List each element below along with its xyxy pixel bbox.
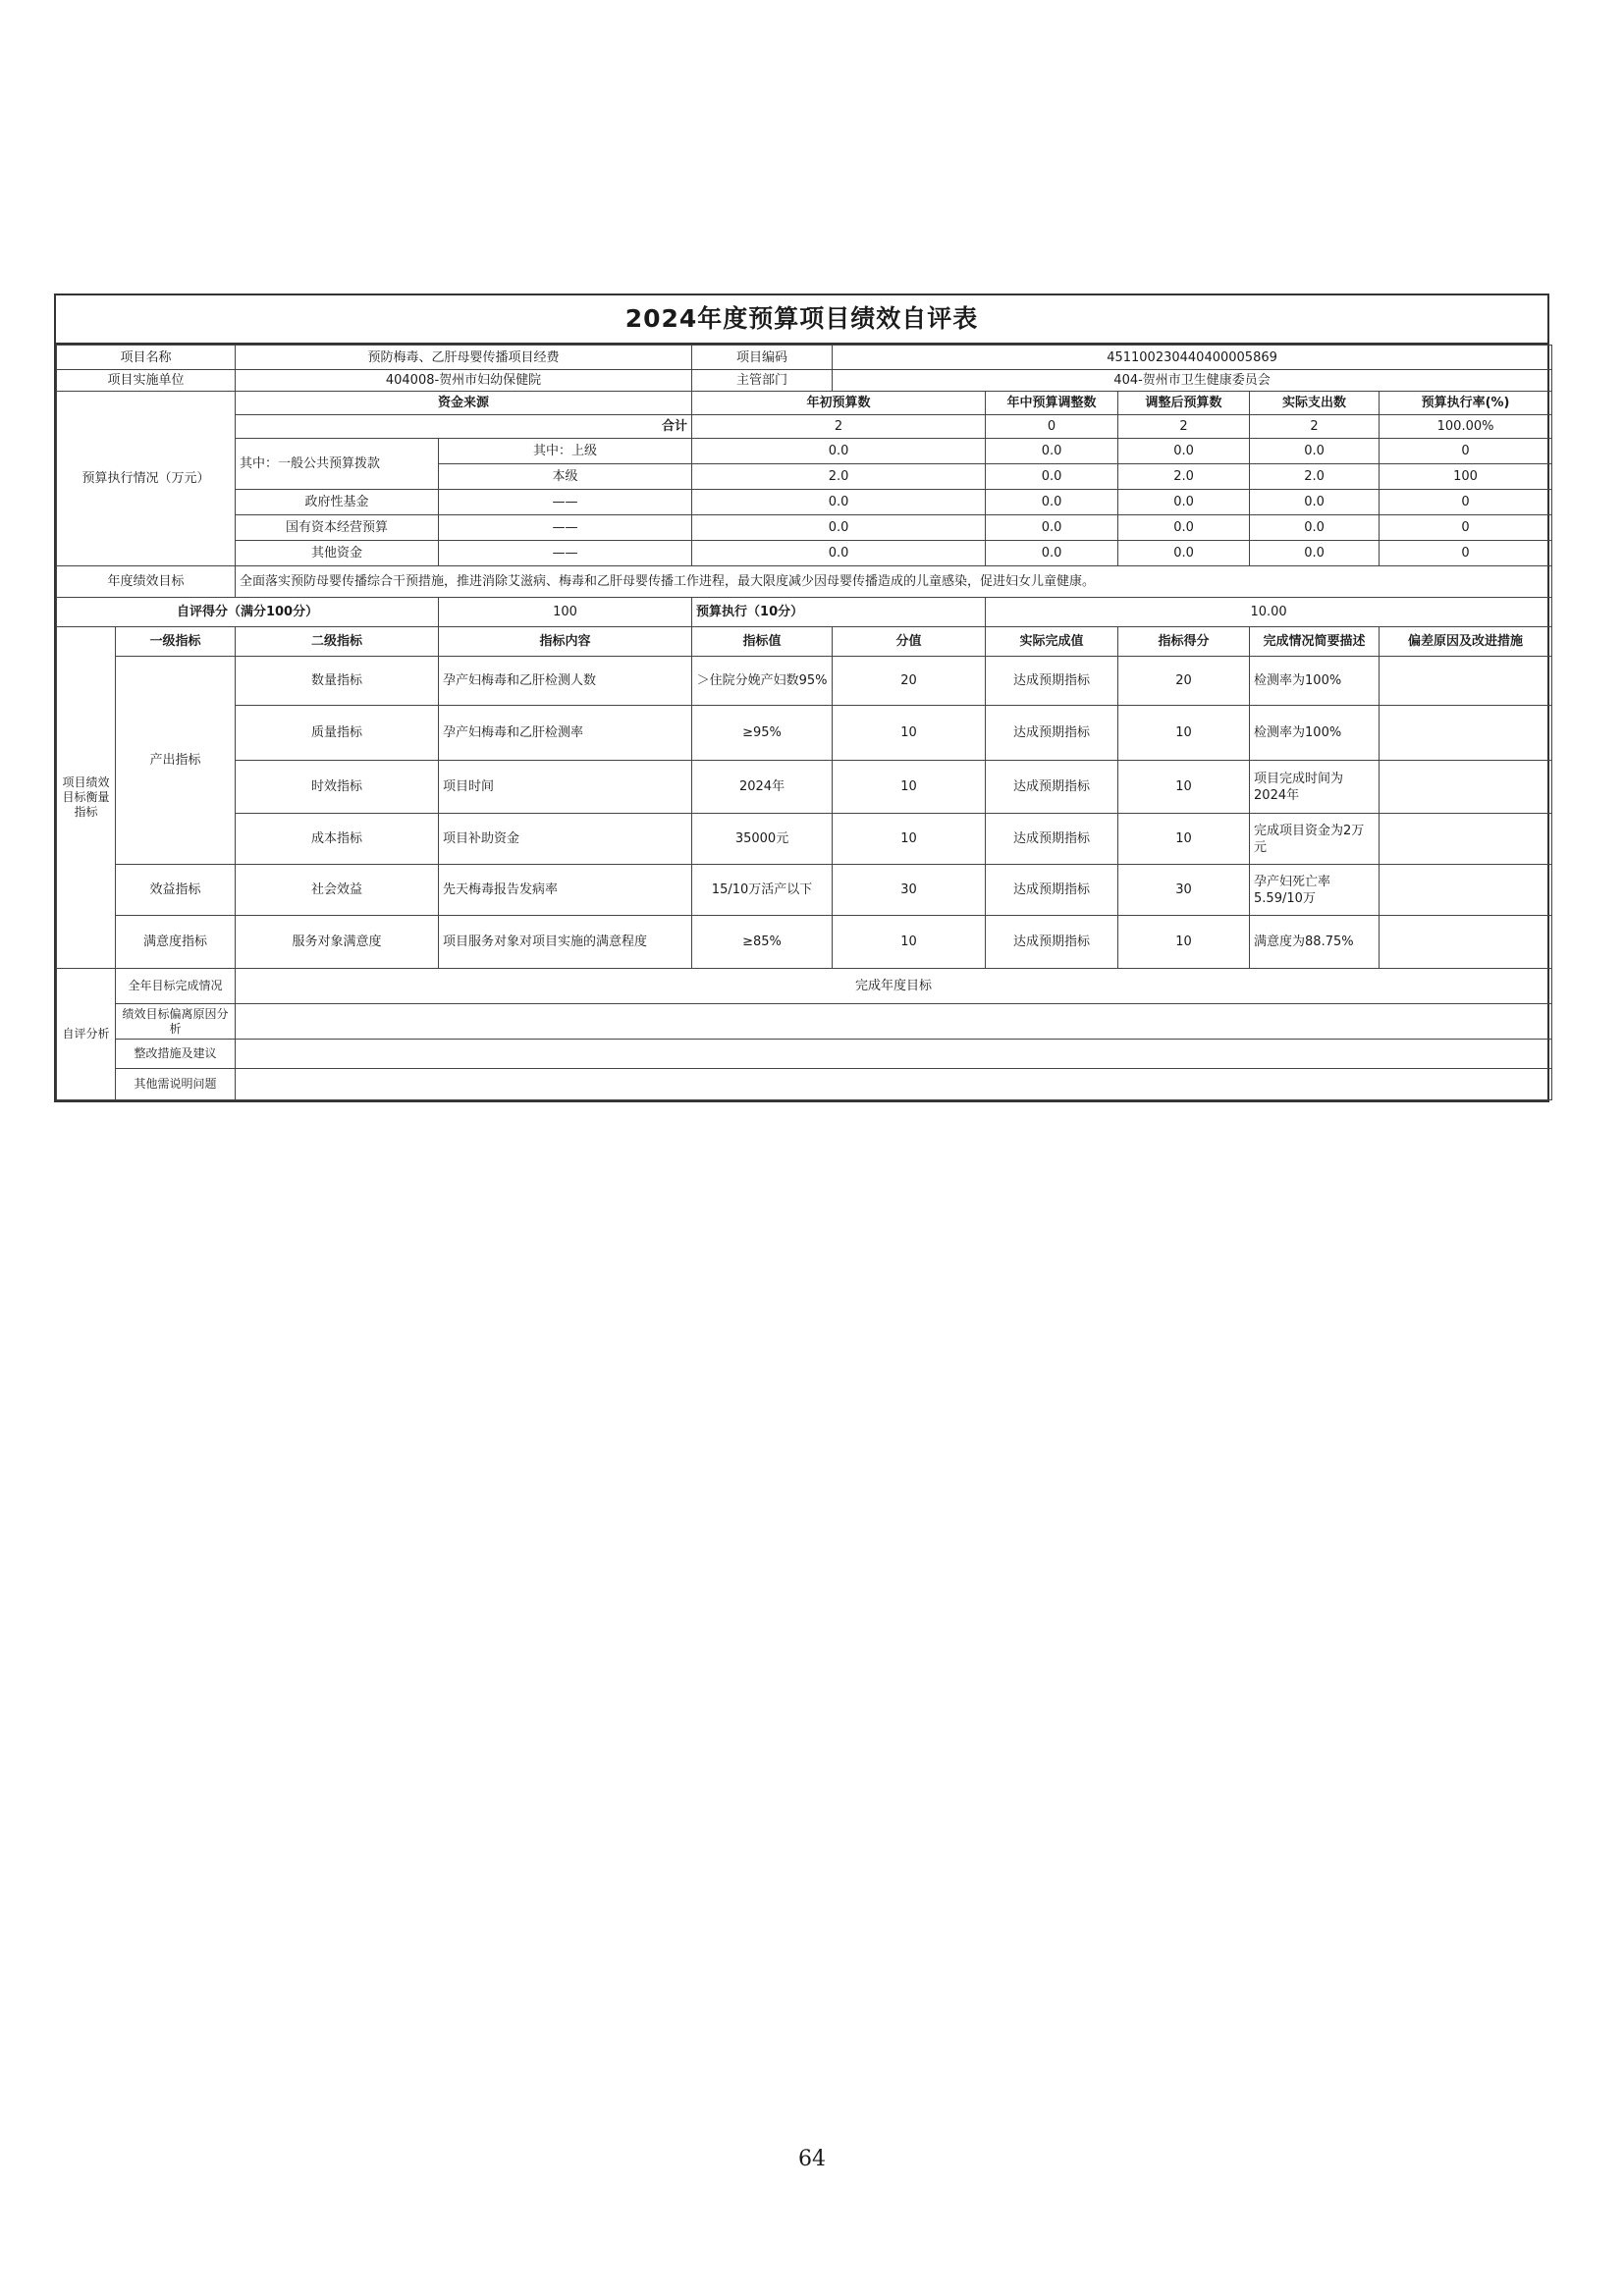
state-capital-label: 国有资本经营预算 — [236, 515, 439, 541]
table-row-target: 15/10万活产以下 — [692, 865, 833, 916]
sub-local-rate: 100 — [1380, 464, 1552, 490]
budget-total-initial: 2 — [692, 415, 986, 439]
ind-header-target: 指标值 — [692, 627, 833, 657]
budget-header-adjust: 年中预算调整数 — [986, 392, 1118, 415]
table-row-actual: 达成预期指标 — [986, 865, 1118, 916]
table-row-weight: 20 — [833, 657, 986, 706]
other-issues-label: 其他需说明问题 — [116, 1069, 236, 1100]
table-row-content: 项目服务对象对项目实施的满意程度 — [439, 916, 692, 969]
budget-header-source: 资金来源 — [236, 392, 692, 415]
table-row-weight: 10 — [833, 761, 986, 814]
table-row-content: 孕产妇梅毒和乙肝检测率 — [439, 706, 692, 761]
evaluation-table — [56, 345, 1552, 1100]
rectify-value — [236, 1040, 1552, 1069]
dept-label: 主管部门 — [692, 370, 833, 392]
table-row-desc: 孕产妇死亡率5.59/10万 — [1250, 865, 1380, 916]
page-number: 64 — [798, 2147, 826, 2171]
table-row-target: ≥95% — [692, 706, 833, 761]
sub-upper-label: 其中：上级 — [439, 439, 692, 464]
table-row-desc: 完成项目资金为2万元 — [1250, 814, 1380, 865]
ind-header-level2: 二级指标 — [236, 627, 439, 657]
budget-total-label: 合计 — [236, 415, 692, 439]
table-row-weight: 10 — [833, 706, 986, 761]
ind-header-actual: 实际完成值 — [986, 627, 1118, 657]
budget-header-actual: 实际支出数 — [1250, 392, 1380, 415]
table-row-deviation — [1380, 814, 1552, 865]
table-row-score: 30 — [1118, 865, 1250, 916]
completion-label: 全年目标完成情况 — [116, 969, 236, 1004]
annual-goal-label: 年度绩效目标 — [57, 566, 236, 598]
budget-total-adjusted: 2 — [1118, 415, 1250, 439]
ind-header-deviation: 偏差原因及改进措施 — [1380, 627, 1552, 657]
self-score-label: 自评得分（满分100分） — [57, 598, 439, 627]
gov-fund-rate: 0 — [1380, 490, 1552, 515]
gov-fund-adjusted: 0.0 — [1118, 490, 1250, 515]
table-row-score: 10 — [1118, 761, 1250, 814]
analysis-section-label: 自评分析 — [57, 969, 116, 1100]
table-row-weight: 30 — [833, 865, 986, 916]
other-issues-value — [236, 1069, 1552, 1100]
table-row-score: 20 — [1118, 657, 1250, 706]
table-row-level2: 质量指标 — [236, 706, 439, 761]
table-row-desc: 检测率为100% — [1250, 706, 1380, 761]
sub-upper-initial: 0.0 — [692, 439, 986, 464]
other-funds-actual: 0.0 — [1250, 541, 1380, 566]
table-row-actual: 达成预期指标 — [986, 761, 1118, 814]
table-row-target: 35000元 — [692, 814, 833, 865]
completion-value: 完成年度目标 — [236, 969, 1552, 1004]
state-capital-actual: 0.0 — [1250, 515, 1380, 541]
ind-header-content: 指标内容 — [439, 627, 692, 657]
table-row-actual: 达成预期指标 — [986, 657, 1118, 706]
table-row-level2: 社会效益 — [236, 865, 439, 916]
table-row-weight: 10 — [833, 916, 986, 969]
table-row-actual: 达成预期指标 — [986, 916, 1118, 969]
table-row-target: ＞住院分娩产妇数95% — [692, 657, 833, 706]
satisfaction-indicator-label: 满意度指标 — [116, 916, 236, 969]
budget-total-rate: 100.00% — [1380, 415, 1552, 439]
other-funds-initial: 0.0 — [692, 541, 986, 566]
other-funds-label: 其他资金 — [236, 541, 439, 566]
ind-header-level1: 一级指标 — [116, 627, 236, 657]
deviation-analysis-label: 绩效目标偏离原因分析 — [116, 1004, 236, 1040]
gov-fund-initial: 0.0 — [692, 490, 986, 515]
table-row-level2: 数量指标 — [236, 657, 439, 706]
annual-goal-text: 全面落实预防母婴传播综合干预措施，推进消除艾滋病、梅毒和乙肝母婴传播工作进程，最大限度减少因母婴传播造成的儿童感染，促进妇女儿童健康。 — [236, 566, 1552, 598]
state-capital-rate: 0 — [1380, 515, 1552, 541]
project-name: 预防梅毒、乙肝母婴传播项目经费 — [236, 346, 692, 370]
table-row-desc: 项目完成时间为2024年 — [1250, 761, 1380, 814]
table-row-actual: 达成预期指标 — [986, 706, 1118, 761]
table-row-level2: 成本指标 — [236, 814, 439, 865]
table-row-deviation — [1380, 916, 1552, 969]
table-row-deviation — [1380, 865, 1552, 916]
budget-header-initial: 年初预算数 — [692, 392, 986, 415]
other-funds-rate: 0 — [1380, 541, 1552, 566]
table-row-content: 孕产妇梅毒和乙肝检测人数 — [439, 657, 692, 706]
project-code-label: 项目编码 — [692, 346, 833, 370]
budget-total-actual: 2 — [1250, 415, 1380, 439]
state-capital-initial: 0.0 — [692, 515, 986, 541]
table-row-deviation — [1380, 706, 1552, 761]
gov-fund-adjust: 0.0 — [986, 490, 1118, 515]
other-funds-dash: —— — [439, 541, 692, 566]
table-row-content: 先天梅毒报告发病率 — [439, 865, 692, 916]
table-row-weight: 10 — [833, 814, 986, 865]
ind-header-score: 指标得分 — [1118, 627, 1250, 657]
state-capital-adjust: 0.0 — [986, 515, 1118, 541]
table-row-desc: 检测率为100% — [1250, 657, 1380, 706]
impl-unit: 404008-贺州市妇幼保健院 — [236, 370, 692, 392]
indicators-section-label: 项目绩效目标衡量指标 — [57, 627, 116, 969]
output-indicator-label: 产出指标 — [116, 657, 236, 865]
budget-section-label: 预算执行情况（万元） — [57, 392, 236, 566]
sub-local-label: 本级 — [439, 464, 692, 490]
other-funds-adjusted: 0.0 — [1118, 541, 1250, 566]
budget-exec-label: 预算执行（10分） — [692, 598, 986, 627]
budget-exec-value: 10.00 — [986, 598, 1552, 627]
dept: 404-贺州市卫生健康委员会 — [833, 370, 1552, 392]
self-evaluation-form — [54, 294, 1549, 1102]
budget-header-adjusted: 调整后预算数 — [1118, 392, 1250, 415]
deviation-analysis-value — [236, 1004, 1552, 1040]
rectify-label: 整改措施及建议 — [116, 1040, 236, 1069]
budget-total-adjust: 0 — [986, 415, 1118, 439]
project-name-label: 项目名称 — [57, 346, 236, 370]
gov-fund-actual: 0.0 — [1250, 490, 1380, 515]
table-row-target: 2024年 — [692, 761, 833, 814]
form-title: 2024年度预算项目绩效自评表 — [56, 295, 1547, 345]
table-row-content: 项目补助资金 — [439, 814, 692, 865]
table-row-content: 项目时间 — [439, 761, 692, 814]
ind-header-desc: 完成情况简要描述 — [1250, 627, 1380, 657]
sub-upper-adjust: 0.0 — [986, 439, 1118, 464]
table-row-deviation — [1380, 657, 1552, 706]
sub-upper-rate: 0 — [1380, 439, 1552, 464]
other-funds-adjust: 0.0 — [986, 541, 1118, 566]
state-capital-adjusted: 0.0 — [1118, 515, 1250, 541]
sub-local-adjust: 0.0 — [986, 464, 1118, 490]
impl-unit-label: 项目实施单位 — [57, 370, 236, 392]
sub-upper-actual: 0.0 — [1250, 439, 1380, 464]
sub-upper-adjusted: 0.0 — [1118, 439, 1250, 464]
table-row-score: 10 — [1118, 706, 1250, 761]
project-code: 451100230440400005869 — [833, 346, 1552, 370]
table-row-level2: 时效指标 — [236, 761, 439, 814]
table-row-target: ≥85% — [692, 916, 833, 969]
gov-fund-label: 政府性基金 — [236, 490, 439, 515]
self-score-value: 100 — [439, 598, 692, 627]
state-capital-dash: —— — [439, 515, 692, 541]
table-row-score: 10 — [1118, 814, 1250, 865]
gov-fund-dash: —— — [439, 490, 692, 515]
general-budget-label: 其中：一般公共预算拨款 — [236, 439, 439, 490]
table-row-desc: 满意度为88.75% — [1250, 916, 1380, 969]
sub-local-initial: 2.0 — [692, 464, 986, 490]
sub-local-actual: 2.0 — [1250, 464, 1380, 490]
table-row-score: 10 — [1118, 916, 1250, 969]
budget-header-rate: 预算执行率(%) — [1380, 392, 1552, 415]
benefit-indicator-label: 效益指标 — [116, 865, 236, 916]
table-row-deviation — [1380, 761, 1552, 814]
table-row-actual: 达成预期指标 — [986, 814, 1118, 865]
table-row-level2: 服务对象满意度 — [236, 916, 439, 969]
sub-local-adjusted: 2.0 — [1118, 464, 1250, 490]
ind-header-weight: 分值 — [833, 627, 986, 657]
